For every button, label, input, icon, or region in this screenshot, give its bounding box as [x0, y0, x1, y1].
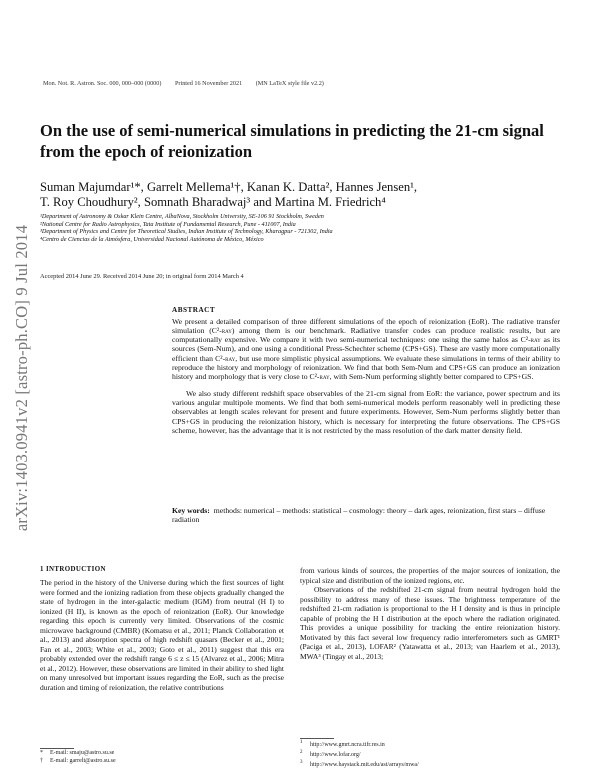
paper-title: On the use of semi-numerical simulations in predicting the 21-cm signal from the epoch of reionization — [40, 121, 544, 161]
footnote-url-1[interactable]: $^1$ http://www.gmrt.ncra.tifr.res.in — [300, 740, 385, 748]
footnotes-left — [40, 748, 116, 765]
printed-date: Printed 16 November 2021 — [174, 80, 243, 87]
footnotes-right — [300, 738, 419, 769]
abstract-body — [172, 317, 560, 435]
author-line-1: Suman Majumdar¹*, Garrelt Mellema¹†, Kanan K. Datta², Hannes Jensen¹, — [40, 180, 418, 194]
running-header — [43, 80, 336, 87]
keywords-text: methods: numerical – methods: statistical – cosmology: theory – dark ages, reionization, first stars – diffuse radiation — [172, 506, 546, 525]
keywords — [172, 506, 560, 524]
affiliations — [40, 213, 560, 244]
footnote-email-2: † E-mail: garrelt@astro.su.se — [40, 758, 116, 764]
intro-left-column — [40, 578, 284, 693]
abstract-heading: ABSTRACT — [172, 306, 216, 314]
footnote-url-2[interactable]: $^2$ http://www.lofar.org/ — [300, 750, 361, 758]
section-heading-introduction: 1 INTRODUCTION — [40, 566, 106, 573]
affiliation-2: ²National Centre for Radio Astrophysics, Tata Institute of Fundamental Research, Pune - 411007, India — [40, 220, 296, 228]
style-file-note: (MN LaTeX style file v2.2) — [255, 80, 324, 87]
acceptance-dates: Accepted 2014 June 29. Received 2014 June 20; in original form 2014 March 4 — [40, 273, 244, 280]
journal-citation: Mon. Not. R. Astron. Soc. 000, 000–000 (0000) — [43, 80, 162, 87]
abstract-paragraph-2: We also study different redshift space observables of the 21-cm signal from EoR: the variance, power spectrum and its various angular multipole moments. We find that both semi-numerical models perform reasonably well in predicting these observables at length scales relevant for present and future experiments. However, Sem-Num performs slightly better than CPS+GS in producing the reionization history, which is necessary for interpreting the future observations. The CPS+GS scheme, however, has the advantage that it is not restricted by the mass resolution of the dark matter density field. — [172, 389, 560, 435]
keywords-label: Key words: — [172, 506, 210, 515]
author-list — [40, 180, 560, 210]
arxiv-identifier: arXiv:1403.0941v2 [astro-ph.CO] 9 Jul 2014 — [12, 224, 31, 531]
author-line-2: T. Roy Choudhury², Somnath Bharadwaj³ and Martina M. Friedrich⁴ — [40, 195, 386, 209]
affiliation-1: ¹Department of Astronomy & Oskar Klein Centre, AlbaNova, Stockholm University, SE-106 91 Stockholm, Sweden — [40, 213, 324, 220]
footnote-email-1: * E-mail: smaju@astro.su.se — [40, 750, 115, 756]
affiliation-3: ³Department of Physics and Centre for Theoretical Studies, Indian Institute of Technology, Kharagpur - 721302, India — [40, 228, 333, 236]
intro-paragraph-1: The period in the history of the Universe during which the first sources of light were formed and the ionizing radiation from these objects gradually changed the state of hydrogen in the inter-galactic medium (IGM) from neutral (H I) to ionized (H II), is known as the epoch of reionization (EoR). Our knowledge regarding this epoch is currently very limited. Observations of the cosmic microwave background (CMBR) (Komatsu et al., 2011; Planck Collaboration et al., 2013) and absorption spectra of high redshift quasars (Becker et al., 2001; Fan et al., 2003; White et al., 2003; Goto et al., 2011) suggest that this era probably extended over the redshift range 6 ≤ z ≤ 15 (Alvarez et al., 2006; Mitra et al., 2012). However, these observations are limited in their ability to shed light on many unresolved but important issues regarding the EoR, such as the precise duration and timing of reionization, the relative contributions — [40, 578, 284, 693]
intro-paragraph-2: Observations of the redshifted 21-cm signal from neutral hydrogen hold the possibility to address many of these issues. The brightness temperature of the redshifted 21-cm radiation is proportional to the H I density and is thus in principle capable of probing the H I distribution at the epoch where the radiation originated. This provides a unique possibility for tracking the entire reionization history. Motivated by this fact several low frequency radio interferometers such as GMRT¹ (Paciga et al., 2013), LOFAR² (Yatawatta et al., 2013; van Haarlem et al., 2013), MWA³ (Tingay et al., 2013; — [300, 585, 560, 661]
affiliation-4: ⁴Centro de Ciencias de la Atmósfera, Universidad Nacional Autónoma de México, México — [40, 236, 264, 244]
abstract-paragraph-1: We present a detailed comparison of three different simulations of the epoch of reionization (EoR). The radiative transfer simulation (C²-ray) among them is our benchmark. Radiative transfer codes can produce realistic results, but are computationally expensive. We compare it with two semi-numerical techniques: one using the same halos as C²-ray as its sources (Sem-Num), and one using a conditional Press-Schechter scheme (CPS+GS). These are vastly more computationally efficient than C²-ray, but use more simplistic physical assumptions. We evaluate these simulations in terms of their ability to reproduce the history and morphology of reionization. We find that both Sem-Num and CPS+GS can produce an ionization history and morphology that is very close to C²-ray, with Sem-Num performing slightly better compared to CPS+GS. — [172, 317, 561, 381]
arxiv-stamp — [8, 195, 36, 560]
footnote-url-3[interactable]: $^3$ http://www.haystack.mit.edu/ast/arrays/mwa/ — [300, 760, 419, 768]
intro-paragraph-1-cont: from various kinds of sources, the properties of the major sources of ionization, the typical size and distribution of the ionized regions, etc. — [300, 566, 560, 585]
intro-right-column — [300, 566, 560, 661]
